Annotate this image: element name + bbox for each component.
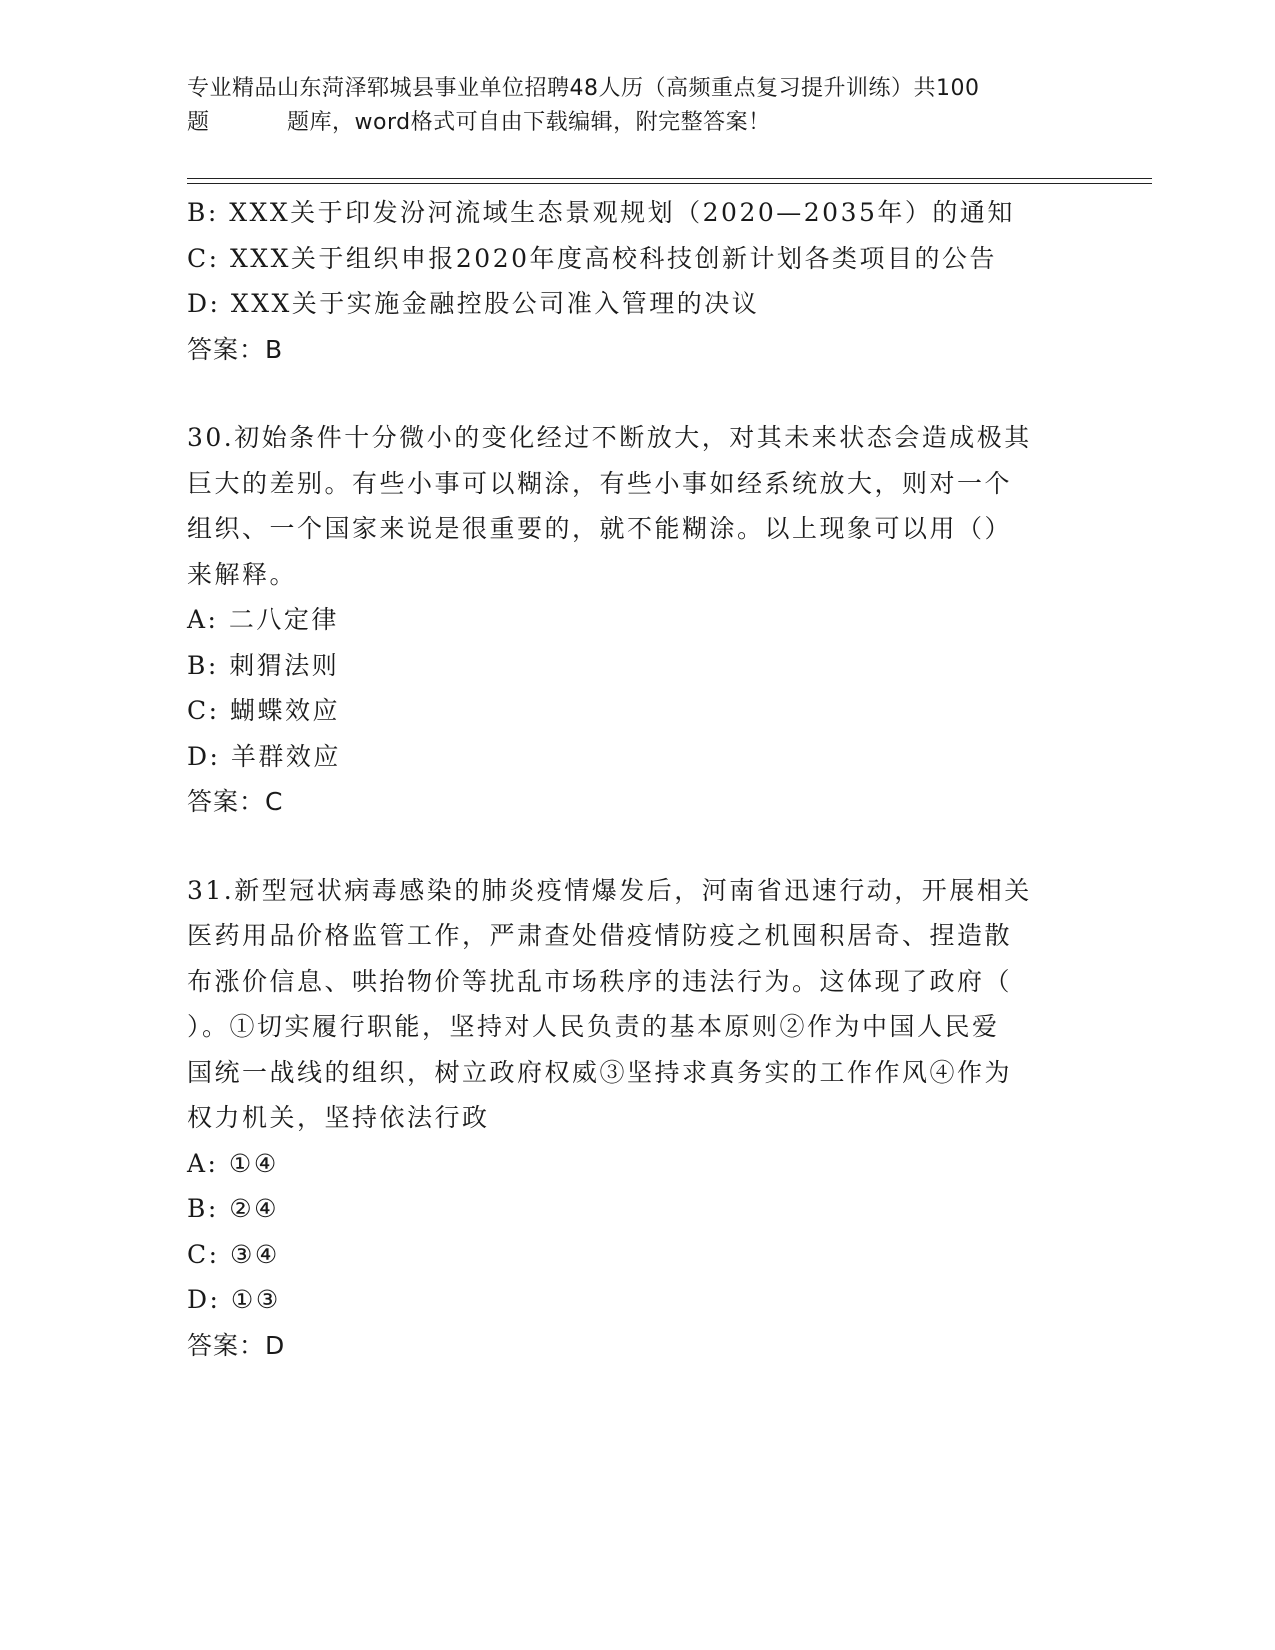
question-30 (187, 415, 1087, 825)
header-line-2 (187, 106, 1067, 140)
document-header (187, 72, 1067, 140)
option-a: A: 二八定律 (187, 605, 339, 634)
option-d: D: ①③ (187, 1285, 281, 1314)
option-b: B: ②④ (187, 1194, 280, 1223)
header-divider-top (187, 178, 1152, 179)
option-b: B: XXX关于印发汾河流域生态景观规划（2020—2035年）的通知 (187, 198, 1015, 227)
answer-line: 答案：C (187, 787, 284, 816)
option-c: C: ③④ (187, 1239, 280, 1269)
question-text-line: 巨大的差别。有些小事可以糊涂，有些小事如经系统放大，则对一个 (187, 468, 1013, 498)
question-text-line: 30.初始条件十分微小的变化经过不断放大，对其未来状态会造成极其 (187, 423, 1032, 452)
spacer (187, 372, 1087, 415)
spacer (187, 825, 1087, 868)
question-text-line: 医药用品价格监管工作，严肃查处借疫情防疫之机囤积居奇、捏造散 (187, 921, 1013, 950)
option-b: B: 刺猬法则 (187, 650, 340, 680)
answer-line: 答案：B (187, 334, 284, 364)
header-divider-bottom (187, 183, 1152, 184)
question-text-line: ）。①切实履行职能，坚持对人民负责的基本原则②作为中国人民爱 (187, 1012, 1000, 1041)
question-text-line: 31.新型冠状病毒感染的肺炎疫情爆发后，河南省迅速行动，开展相关 (187, 875, 1032, 905)
option-c: C: 蝴蝶效应 (187, 696, 340, 725)
option-a: A: ①④ (187, 1148, 279, 1178)
question-text-line: 来解释。 (187, 559, 298, 589)
question-text-line: 国统一战线的组织，树立政府权威③坚持求真务实的工作作风④作为 (187, 1057, 1013, 1087)
answer-line: 答案：D (187, 1330, 286, 1360)
option-d: D: XXX关于实施金融控股公司准入管理的决议 (187, 289, 760, 318)
question-text-line: 权力机关，坚持依法行政 (187, 1103, 490, 1132)
question-31 (187, 868, 1087, 1369)
question-text-line: 组织、一个国家来说是很重要的，就不能糊涂。以上现象可以用（） (187, 514, 1013, 543)
option-c: C: XXX关于组织申报2020年度高校科技创新计划各类项目的公告 (187, 243, 998, 273)
question-text-line: 布涨价信息、哄抬物价等扰乱市场秩序的违法行为。这体现了政府（ (187, 966, 1013, 996)
question-content (187, 190, 1087, 1368)
header-title: 专业精品山东菏泽郓城县事业单位招聘48人历（高频重点复习提升训练）共100 (187, 76, 980, 101)
header-line-1 (187, 72, 1067, 106)
header-subtitle: 题库，word格式可自由下载编辑，附完整答案！ (287, 110, 771, 135)
previous-question (187, 190, 1087, 372)
header-title-wrap: 题 (187, 110, 210, 135)
option-d: D: 羊群效应 (187, 741, 341, 771)
